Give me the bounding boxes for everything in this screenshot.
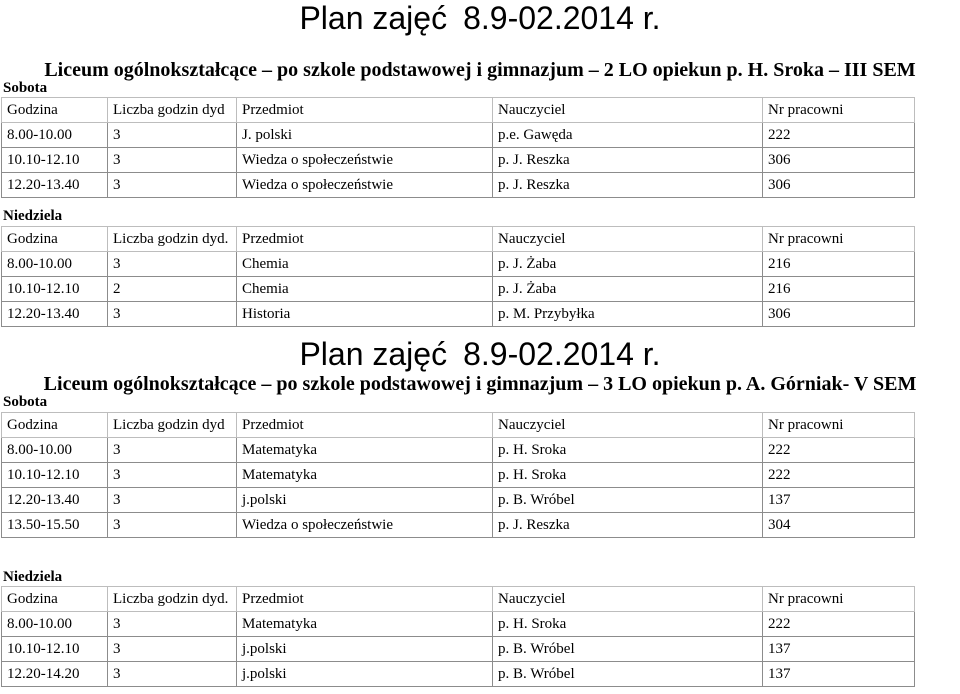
subject-cell: j.polski: [237, 662, 493, 687]
subject-cell: j.polski: [237, 637, 493, 662]
header-cell: Godzina: [2, 227, 108, 252]
teacher-cell: p. J. Reszka: [493, 148, 763, 173]
room-cell: 222: [763, 438, 915, 463]
time-cell: 10.10-12.10: [2, 148, 108, 173]
table-row: [2, 252, 915, 277]
subject-cell: Wiedza o społeczeństwie: [237, 173, 493, 198]
section-subtitle: Liceum ogólnokształcące – po szkole podstawowej i gimnazjum – 2 LO opiekun p. H. Sroka – III SEM: [44, 59, 916, 81]
title-text: Plan zajęć: [299, 0, 448, 36]
hours-cell: 3: [108, 463, 237, 488]
schedule-table: [1, 226, 915, 327]
hours-cell: 3: [108, 488, 237, 513]
hours-cell: 3: [108, 513, 237, 538]
hours-cell: 2: [108, 277, 237, 302]
hours-cell: 3: [108, 123, 237, 148]
schedule-table: [1, 97, 915, 198]
table-row: [2, 148, 915, 173]
hours-cell: 3: [108, 252, 237, 277]
table-row: [2, 637, 915, 662]
title-date: 8.9-02.2014 r.: [463, 336, 661, 372]
hours-cell: 3: [108, 637, 237, 662]
table-header-row: [2, 587, 915, 612]
day-label-sunday: Niedziela: [3, 208, 63, 224]
subject-cell: Matematyka: [237, 463, 493, 488]
time-cell: 10.10-12.10: [2, 463, 108, 488]
schedule-table: [1, 586, 915, 687]
header-cell: Liczba godzin dyd.: [108, 227, 237, 252]
day-label-sunday: Niedziela: [3, 569, 63, 585]
time-cell: 12.20-13.40: [2, 488, 108, 513]
header-cell: Przedmiot: [237, 98, 493, 123]
room-cell: 306: [763, 148, 915, 173]
hours-cell: 3: [108, 302, 237, 327]
room-cell: 137: [763, 637, 915, 662]
room-cell: 222: [763, 123, 915, 148]
time-cell: 8.00-10.00: [2, 123, 108, 148]
table-header-row: [2, 227, 915, 252]
page-title: [0, 336, 960, 372]
hours-cell: 3: [108, 612, 237, 637]
header-cell: Liczba godzin dyd.: [108, 587, 237, 612]
header-cell: Nauczyciel: [493, 587, 763, 612]
table-row: [2, 488, 915, 513]
room-cell: 222: [763, 612, 915, 637]
subject-cell: Wiedza o społeczeństwie: [237, 148, 493, 173]
day-label-saturday: Sobota: [3, 394, 48, 410]
header-cell: Nr pracowni: [763, 227, 915, 252]
time-cell: 8.00-10.00: [2, 612, 108, 637]
subject-cell: Matematyka: [237, 438, 493, 463]
header-cell: Godzina: [2, 587, 108, 612]
table-row: [2, 277, 915, 302]
header-cell: Nr pracowni: [763, 98, 915, 123]
header-cell: Przedmiot: [237, 227, 493, 252]
header-cell: Godzina: [2, 413, 108, 438]
teacher-cell: p. H. Sroka: [493, 463, 763, 488]
teacher-cell: p. J. Żaba: [493, 252, 763, 277]
table-header-row: [2, 98, 915, 123]
room-cell: 216: [763, 252, 915, 277]
subject-cell: J. polski: [237, 123, 493, 148]
subject-cell: j.polski: [237, 488, 493, 513]
time-cell: 13.50-15.50: [2, 513, 108, 538]
table-header-row: [2, 413, 915, 438]
header-cell: Liczba godzin dyd: [108, 413, 237, 438]
room-cell: 222: [763, 463, 915, 488]
header-cell: Nauczyciel: [493, 227, 763, 252]
room-cell: 137: [763, 662, 915, 687]
teacher-cell: p.e. Gawęda: [493, 123, 763, 148]
header-cell: Nr pracowni: [763, 413, 915, 438]
room-cell: 306: [763, 302, 915, 327]
table-row: [2, 662, 915, 687]
table-row: [2, 173, 915, 198]
teacher-cell: p. H. Sroka: [493, 612, 763, 637]
time-cell: 12.20-14.20: [2, 662, 108, 687]
room-cell: 216: [763, 277, 915, 302]
subject-cell: Historia: [237, 302, 493, 327]
title-date: 8.9-02.2014 r.: [463, 0, 661, 36]
day-label-saturday: Sobota: [3, 80, 48, 96]
teacher-cell: p. B. Wróbel: [493, 637, 763, 662]
page-title: [0, 0, 960, 36]
subject-cell: Matematyka: [237, 612, 493, 637]
header-cell: Nauczyciel: [493, 413, 763, 438]
hours-cell: 3: [108, 148, 237, 173]
time-cell: 10.10-12.10: [2, 637, 108, 662]
subject-cell: Chemia: [237, 277, 493, 302]
time-cell: 8.00-10.00: [2, 252, 108, 277]
hours-cell: 3: [108, 438, 237, 463]
teacher-cell: p. B. Wróbel: [493, 662, 763, 687]
header-cell: Liczba godzin dyd: [108, 98, 237, 123]
header-cell: Przedmiot: [237, 413, 493, 438]
time-cell: 12.20-13.40: [2, 302, 108, 327]
subject-cell: Chemia: [237, 252, 493, 277]
table-row: [2, 438, 915, 463]
hours-cell: 3: [108, 173, 237, 198]
time-cell: 10.10-12.10: [2, 277, 108, 302]
table-row: [2, 123, 915, 148]
teacher-cell: p. J. Żaba: [493, 277, 763, 302]
time-cell: 12.20-13.40: [2, 173, 108, 198]
teacher-cell: p. B. Wróbel: [493, 488, 763, 513]
table-row: [2, 612, 915, 637]
header-cell: Godzina: [2, 98, 108, 123]
teacher-cell: p. J. Reszka: [493, 513, 763, 538]
room-cell: 304: [763, 513, 915, 538]
schedule-table: [1, 412, 915, 538]
table-row: [2, 463, 915, 488]
room-cell: 306: [763, 173, 915, 198]
header-cell: Przedmiot: [237, 587, 493, 612]
teacher-cell: p. H. Sroka: [493, 438, 763, 463]
teacher-cell: p. J. Reszka: [493, 173, 763, 198]
subject-cell: Wiedza o społeczeństwie: [237, 513, 493, 538]
header-cell: Nr pracowni: [763, 587, 915, 612]
section-subtitle: Liceum ogólnokształcące – po szkole podstawowej i gimnazjum – 3 LO opiekun p. A. Górniak- V SEM: [43, 373, 917, 395]
teacher-cell: p. M. Przybyłka: [493, 302, 763, 327]
title-text: Plan zajęć: [299, 336, 448, 372]
table-row: [2, 513, 915, 538]
hours-cell: 3: [108, 662, 237, 687]
room-cell: 137: [763, 488, 915, 513]
table-row: [2, 302, 915, 327]
time-cell: 8.00-10.00: [2, 438, 108, 463]
header-cell: Nauczyciel: [493, 98, 763, 123]
